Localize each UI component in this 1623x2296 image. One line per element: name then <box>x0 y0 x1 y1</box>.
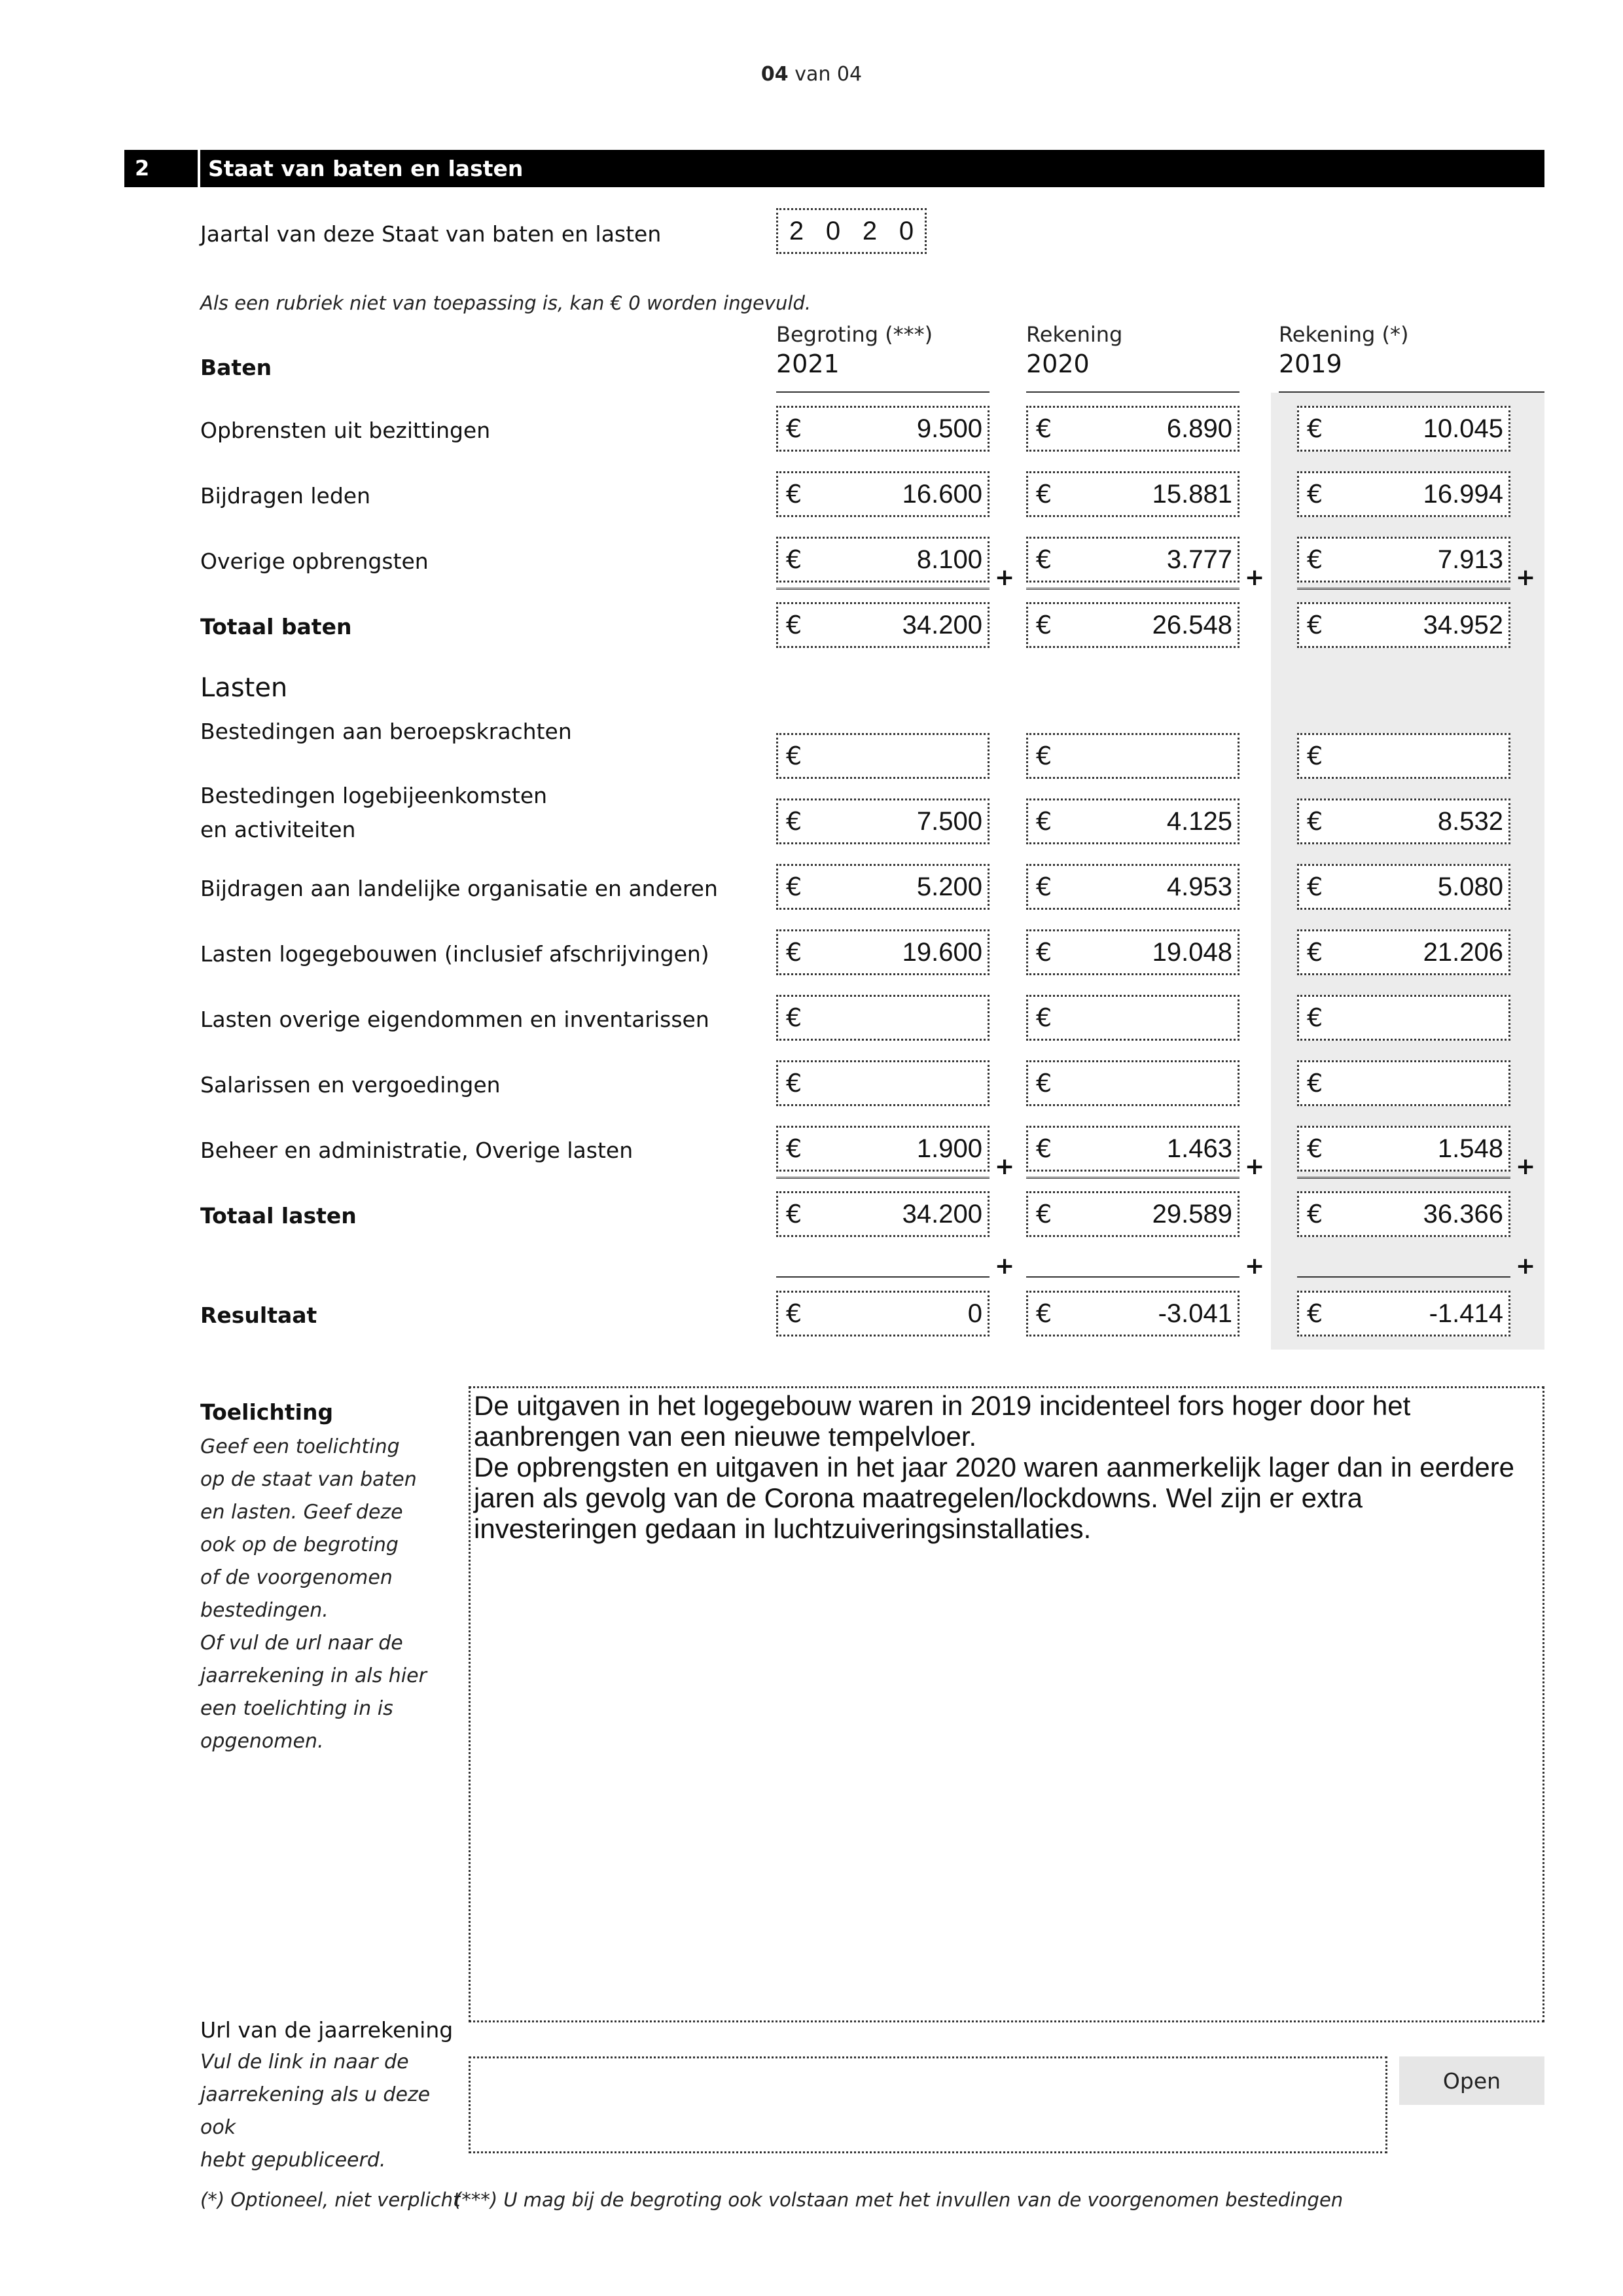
column-head-budget: Begroting (***) <box>776 322 933 347</box>
euro-sign: € <box>786 1069 802 1098</box>
amount-value: 1.463 <box>1166 1134 1232 1163</box>
sum-line <box>1297 1177 1510 1179</box>
footnote-budget: (***) U mag bij de begroting ook volstaan met het invullen van de voorgenomen bestedingen <box>454 2189 1344 2211</box>
euro-sign: € <box>1307 1299 1323 1328</box>
euro-sign: € <box>1036 1200 1052 1229</box>
amount-field[interactable] <box>776 1060 990 1106</box>
help-line: Of vul de url naar de <box>200 1632 403 1655</box>
section-number: 2 <box>135 156 150 181</box>
amount-field[interactable] <box>776 864 990 910</box>
year-digit: 0 <box>825 216 841 245</box>
total-value: 29.589 <box>1152 1200 1232 1229</box>
amount-field[interactable] <box>1026 733 1240 779</box>
plus-sign: + <box>1516 564 1536 591</box>
euro-sign: € <box>1307 938 1323 967</box>
euro-sign: € <box>1307 480 1323 509</box>
url-heading: Url van de jaarrekening <box>200 2017 454 2043</box>
sum-line <box>1026 588 1240 590</box>
plus-sign: + <box>1516 1153 1536 1180</box>
euro-sign: € <box>786 1134 802 1163</box>
euro-sign: € <box>1307 611 1323 639</box>
amount-value: 19.048 <box>1152 938 1232 967</box>
euro-sign: € <box>1036 807 1052 836</box>
column-year-account: 2020 <box>1026 350 1090 378</box>
help-line: Vul de link in naar de <box>200 2051 409 2073</box>
year-input[interactable] <box>776 208 927 254</box>
amount-field[interactable] <box>776 929 990 975</box>
page-sep: van <box>794 63 831 86</box>
toelichting-heading: Toelichting <box>200 1399 334 1425</box>
total-label: Totaal lasten <box>200 1203 357 1229</box>
row-label: Overige opbrengsten <box>200 548 429 574</box>
row-label: Salarissen en vergoedingen <box>200 1072 501 1098</box>
total-value: 36.366 <box>1423 1200 1503 1229</box>
amount-value: 16.600 <box>902 480 982 509</box>
result-field[interactable] <box>1026 1291 1240 1336</box>
euro-sign: € <box>1307 872 1323 901</box>
euro-sign: € <box>786 611 802 639</box>
amount-field[interactable] <box>776 733 990 779</box>
plus-sign: + <box>995 564 1015 591</box>
euro-sign: € <box>786 545 802 574</box>
plus-sign: + <box>1245 1253 1265 1280</box>
help-line: jaarrekening als u deze ook <box>200 2083 431 2139</box>
amount-value: 5.080 <box>1437 872 1503 901</box>
euro-sign: € <box>1036 611 1052 639</box>
euro-sign: € <box>786 872 802 901</box>
result-field[interactable] <box>1297 1291 1510 1336</box>
baten-heading: Baten <box>200 355 272 380</box>
euro-sign: € <box>786 1299 802 1328</box>
total-field[interactable] <box>1297 602 1510 648</box>
amount-field[interactable] <box>1297 798 1510 844</box>
column-head-account-optional: Rekening (*) <box>1279 322 1409 347</box>
row-label: Bestedingen logebijeenkomsten <box>200 783 548 808</box>
row-label: Bestedingen aan beroepskrachten <box>200 719 572 744</box>
euro-sign: € <box>1307 1003 1323 1032</box>
amount-value: 7.913 <box>1437 545 1503 574</box>
amount-value: 9.500 <box>916 414 982 443</box>
amount-field[interactable] <box>1026 995 1240 1041</box>
amount-value: 15.881 <box>1152 480 1232 509</box>
url-input[interactable] <box>469 2056 1387 2153</box>
euro-sign: € <box>786 1200 802 1229</box>
amount-field[interactable] <box>776 995 990 1041</box>
row-label: Lasten logegebouwen (inclusief afschrijvingen) <box>200 941 709 967</box>
amount-value: 8.532 <box>1437 807 1503 836</box>
total-value: 26.548 <box>1152 611 1232 639</box>
help-line: en lasten. Geef deze <box>200 1501 403 1524</box>
euro-sign: € <box>1036 1134 1052 1163</box>
year-label: Jaartal van deze Staat van baten en lasten <box>200 221 662 247</box>
euro-sign: € <box>1036 414 1052 443</box>
amount-field[interactable] <box>1297 995 1510 1041</box>
euro-sign: € <box>1036 1003 1052 1032</box>
row-label: Lasten overige eigendommen en inventarissen <box>200 1007 709 1032</box>
open-button[interactable]: Open <box>1399 2056 1544 2105</box>
result-field[interactable] <box>776 1291 990 1336</box>
total-label: Totaal baten <box>200 614 352 639</box>
amount-value: 4.125 <box>1166 807 1232 836</box>
amount-value: 5.200 <box>916 872 982 901</box>
amount-field[interactable] <box>776 1126 990 1172</box>
euro-sign: € <box>786 1003 802 1032</box>
amount-value: 8.100 <box>916 545 982 574</box>
euro-sign: € <box>1307 414 1323 443</box>
plus-sign: + <box>1245 1153 1265 1180</box>
page-number <box>0 63 1623 86</box>
result-rule <box>1026 1276 1240 1278</box>
euro-sign: € <box>1036 742 1052 770</box>
euro-sign: € <box>1307 1134 1323 1163</box>
row-label: Beheer en administratie, Overige lasten <box>200 1138 633 1163</box>
result-rule <box>1297 1276 1510 1278</box>
total-field[interactable] <box>1026 1191 1240 1237</box>
amount-field[interactable] <box>1297 864 1510 910</box>
result-value: 0 <box>967 1299 982 1328</box>
zero-note: Als een rubriek niet van toepassing is, kan € 0 worden ingevuld. <box>200 292 812 314</box>
total-field[interactable] <box>776 602 990 648</box>
plus-sign: + <box>995 1253 1015 1280</box>
column-rule <box>1026 391 1240 393</box>
amount-field[interactable] <box>776 471 990 517</box>
amount-value: 6.890 <box>1166 414 1232 443</box>
amount-value: 21.206 <box>1423 938 1503 967</box>
column-year-account-optional: 2019 <box>1279 350 1342 378</box>
amount-field[interactable] <box>776 406 990 452</box>
euro-sign: € <box>786 938 802 967</box>
result-value: -3.041 <box>1158 1299 1232 1328</box>
plus-sign: + <box>1516 1253 1536 1280</box>
url-help <box>200 2046 462 2177</box>
amount-field[interactable] <box>1297 537 1510 583</box>
euro-sign: € <box>1036 1299 1052 1328</box>
row-label-line2: en activiteiten <box>200 817 356 842</box>
euro-sign: € <box>1307 1069 1323 1098</box>
help-line: opgenomen. <box>200 1730 324 1753</box>
euro-sign: € <box>786 742 802 770</box>
amount-value: 1.548 <box>1437 1134 1503 1163</box>
help-line: op de staat van baten <box>200 1468 417 1491</box>
row-label: Bijdragen aan landelijke organisatie en anderen <box>200 876 718 901</box>
help-line: jaarrekening in als hier <box>200 1664 427 1687</box>
euro-sign: € <box>1307 807 1323 836</box>
amount-value: 19.600 <box>902 938 982 967</box>
amount-value: 10.045 <box>1423 414 1503 443</box>
amount-value: 7.500 <box>916 807 982 836</box>
help-line: hebt gepubliceerd. <box>200 2149 386 2172</box>
amount-value: 4.953 <box>1166 872 1232 901</box>
euro-sign: € <box>1036 872 1052 901</box>
plus-sign: + <box>995 1153 1015 1180</box>
footnote-optional: (*) Optioneel, niet verplicht <box>200 2189 461 2211</box>
euro-sign: € <box>1036 480 1052 509</box>
page-total: 04 <box>836 63 863 86</box>
amount-field[interactable] <box>1297 471 1510 517</box>
amount-field[interactable] <box>1026 1060 1240 1106</box>
amount-field[interactable] <box>1026 864 1240 910</box>
page-current: 04 <box>760 63 789 86</box>
column-year-budget: 2021 <box>776 350 840 378</box>
euro-sign: € <box>786 414 802 443</box>
result-value: -1.414 <box>1429 1299 1503 1328</box>
lasten-heading: Lasten <box>200 673 288 703</box>
euro-sign: € <box>786 807 802 836</box>
amount-field[interactable] <box>1297 929 1510 975</box>
year-digit: 2 <box>789 216 804 245</box>
sum-line <box>776 588 990 590</box>
year-digit: 2 <box>862 216 878 245</box>
euro-sign: € <box>1307 545 1323 574</box>
help-line: ook op de begroting <box>200 1534 399 1556</box>
amount-field[interactable] <box>1026 537 1240 583</box>
amount-value: 1.900 <box>916 1134 982 1163</box>
total-field[interactable] <box>1026 602 1240 648</box>
year-digit: 0 <box>899 216 914 245</box>
help-line: bestedingen. <box>200 1599 329 1622</box>
row-label: Opbrensten uit bezittingen <box>200 418 491 443</box>
help-line: Geef een toelichting <box>200 1435 400 1458</box>
toelichting-text: De uitgaven in het logegebouw waren in 2019 incidenteel fors hoger door het aanbrengen van een nieuwe tempelvloer. De opbrengsten en uitgaven in het jaar 2020 waren aanmerkelijk lager dan in eerdere jaren als gevolg van de Corona maatregelen/lockdowns. Wel zijn er extra investeringen gedaan in luchtzuiveringsinstallaties. <box>474 1390 1515 1544</box>
euro-sign: € <box>1036 545 1052 574</box>
amount-field[interactable] <box>1026 471 1240 517</box>
amount-field[interactable] <box>1297 1060 1510 1106</box>
total-field[interactable] <box>776 1191 990 1237</box>
euro-sign: € <box>1307 742 1323 770</box>
section-title: Staat van baten en lasten <box>208 156 524 181</box>
amount-field[interactable] <box>1026 929 1240 975</box>
euro-sign: € <box>1036 1069 1052 1098</box>
toelichting-help <box>200 1431 449 1758</box>
column-head-account: Rekening <box>1026 322 1123 347</box>
column-rule <box>1279 391 1544 393</box>
euro-sign: € <box>1036 938 1052 967</box>
amount-field[interactable] <box>1297 1126 1510 1172</box>
row-label: Bijdragen leden <box>200 483 371 509</box>
result-label: Resultaat <box>200 1302 317 1328</box>
amount-field[interactable] <box>1026 406 1240 452</box>
amount-field[interactable] <box>1026 798 1240 844</box>
amount-field[interactable] <box>776 537 990 583</box>
total-value: 34.200 <box>902 1200 982 1229</box>
amount-value: 3.777 <box>1166 545 1232 574</box>
total-value: 34.200 <box>902 611 982 639</box>
amount-field[interactable] <box>1297 733 1510 779</box>
euro-sign: € <box>786 480 802 509</box>
column-rule <box>776 391 990 393</box>
total-field[interactable] <box>1297 1191 1510 1237</box>
sum-line <box>776 1177 990 1179</box>
amount-value: 16.994 <box>1423 480 1503 509</box>
total-value: 34.952 <box>1423 611 1503 639</box>
amount-field[interactable] <box>1297 406 1510 452</box>
sum-line <box>1297 588 1510 590</box>
amount-field[interactable] <box>1026 1126 1240 1172</box>
section-divider <box>198 150 200 187</box>
result-rule <box>776 1276 990 1278</box>
euro-sign: € <box>1307 1200 1323 1229</box>
help-line: of de voorgenomen <box>200 1566 393 1589</box>
plus-sign: + <box>1245 564 1265 591</box>
sum-line <box>1026 1177 1240 1179</box>
amount-field[interactable] <box>776 798 990 844</box>
help-line: een toelichting in is <box>200 1697 393 1720</box>
